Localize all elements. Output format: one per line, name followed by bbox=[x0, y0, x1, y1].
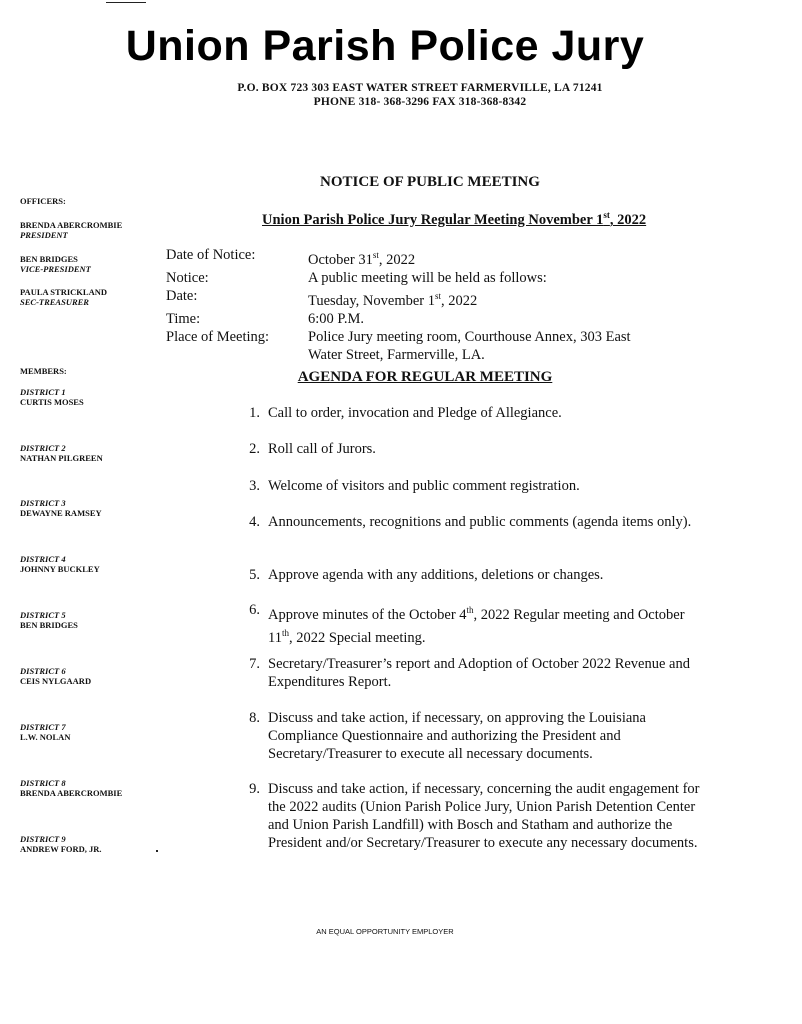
member-name: JOHNNY BUCKLEY bbox=[20, 564, 100, 574]
footer-eoe: AN EQUAL OPPORTUNITY EMPLOYER bbox=[316, 927, 454, 936]
detail-label: Place of Meeting: bbox=[166, 328, 270, 345]
agenda-item bbox=[230, 780, 700, 852]
letterhead-title: Union Parish Police Jury bbox=[125, 22, 645, 70]
agenda-item-text: Discuss and take action, if necessary, on approving the Louisiana Compliance Questionnaire and authorizing the President and Secretary/Treasurer to execute all necessary documents. bbox=[268, 710, 646, 762]
detail-value-year: , 2022 bbox=[378, 251, 416, 268]
agenda-text-part: , 2022 Regular meeting and October 11 bbox=[268, 606, 685, 646]
member-entry bbox=[20, 387, 84, 407]
agenda-item-text: Approve agenda with any additions, deletions or changes. bbox=[268, 567, 604, 583]
agenda-item-number: 5. bbox=[249, 567, 260, 583]
member-district: DISTRICT 6 bbox=[20, 666, 66, 676]
detail-label: Notice: bbox=[166, 269, 209, 286]
agenda-item-number: 3. bbox=[249, 478, 260, 494]
officer-entry bbox=[20, 254, 91, 274]
member-entry bbox=[20, 498, 102, 518]
detail-row-date-of-notice bbox=[166, 246, 688, 269]
agenda-text-part: Approve minutes of the October 4 bbox=[268, 606, 467, 623]
agenda-item-text: Discuss and take action, if necessary, concerning the audit engagement for the 2022 audits (Union Parish Police Jury, Union Parish Detention Center and Union Parish Landfill) with Bosch and Statham and authorize the President and/or Secretary/Treasurer to execute any necessary documents. bbox=[268, 781, 700, 851]
agenda-item-number: 6. bbox=[249, 602, 260, 618]
officer-role: PRESIDENT bbox=[20, 230, 68, 240]
meeting-details bbox=[166, 246, 688, 364]
agenda-item-number: 9. bbox=[249, 781, 260, 797]
meeting-title-text: Union Parish Police Jury Regular Meeting November 1 bbox=[262, 211, 604, 228]
agenda-item bbox=[230, 404, 700, 422]
agenda-item bbox=[230, 655, 700, 691]
member-entry bbox=[20, 610, 78, 630]
agenda-text-part: , 2022 Special meeting. bbox=[288, 629, 426, 646]
officer-name: BRENDA ABERCROMBIE bbox=[20, 220, 123, 230]
meeting-title-year: , 2022 bbox=[609, 211, 647, 228]
agenda-text-sup: th bbox=[281, 627, 289, 638]
member-district: DISTRICT 5 bbox=[20, 610, 66, 620]
member-name: CEIS NYLGAARD bbox=[20, 676, 92, 686]
detail-value-sup: st bbox=[435, 290, 442, 301]
stray-dot bbox=[156, 850, 158, 852]
detail-value-sup: st bbox=[372, 250, 379, 260]
officer-entry bbox=[20, 220, 122, 240]
member-entry bbox=[20, 722, 70, 742]
detail-label: Date: bbox=[166, 287, 198, 304]
member-entry bbox=[20, 778, 122, 798]
member-district: DISTRICT 2 bbox=[20, 443, 66, 453]
agenda-item bbox=[230, 477, 700, 495]
detail-row-place bbox=[166, 328, 688, 364]
member-name: L.W. NOLAN bbox=[20, 732, 71, 742]
agenda-item-text: Secretary/Treasurer’s report and Adoption of October 2022 Revenue and Expenditures Report. bbox=[268, 656, 690, 690]
member-name: BRENDA ABERCROMBIE bbox=[20, 788, 123, 798]
agenda-text-sup: th bbox=[466, 605, 474, 615]
members-heading: MEMBERS: bbox=[20, 366, 67, 376]
officer-name: PAULA STRICKLAND bbox=[20, 287, 107, 297]
member-district: DISTRICT 4 bbox=[20, 554, 66, 564]
detail-value bbox=[308, 246, 688, 269]
detail-row-notice bbox=[166, 269, 688, 287]
top-rule bbox=[106, 2, 146, 3]
meeting-title bbox=[262, 210, 692, 229]
detail-value: 6:00 P.M. bbox=[308, 310, 365, 327]
member-district: DISTRICT 9 bbox=[20, 834, 66, 844]
agenda-item-number: 8. bbox=[249, 710, 260, 726]
detail-label: Time: bbox=[166, 310, 201, 327]
agenda-item-text: Announcements, recognitions and public comments (agenda items only). bbox=[268, 514, 692, 530]
officer-role: SEC-TREASURER bbox=[20, 297, 89, 307]
agenda-heading: AGENDA FOR REGULAR MEETING bbox=[297, 369, 553, 385]
detail-row-date bbox=[166, 287, 688, 310]
agenda-item-number: 1. bbox=[249, 405, 260, 421]
detail-value-text: October 31 bbox=[308, 251, 373, 268]
member-entry bbox=[20, 834, 102, 854]
member-name: ANDREW FORD, JR. bbox=[20, 844, 102, 854]
officer-entry bbox=[20, 287, 107, 307]
agenda-item bbox=[230, 601, 700, 647]
member-entry bbox=[20, 443, 103, 463]
detail-value-text: Tuesday, November 1 bbox=[308, 292, 435, 309]
meeting-title-sup: st bbox=[603, 210, 610, 220]
member-name: BEN BRIDGES bbox=[20, 620, 78, 630]
agenda-item bbox=[230, 566, 700, 584]
place-line-2: Water Street, Farmerville, LA. bbox=[308, 346, 485, 363]
phone-fax-line: PHONE 318- 368-3296 FAX 318-368-8342 bbox=[313, 96, 527, 108]
address-line: P.O. BOX 723 303 EAST WATER STREET FARMERVILLE, LA 71241 bbox=[237, 82, 603, 94]
member-district: DISTRICT 3 bbox=[20, 498, 66, 508]
detail-label: Date of Notice: bbox=[166, 247, 256, 263]
agenda-item-text: Welcome of visitors and public comment registration. bbox=[268, 478, 580, 494]
agenda-item-text bbox=[268, 601, 700, 647]
detail-value bbox=[308, 328, 688, 364]
notice-heading: NOTICE OF PUBLIC MEETING bbox=[320, 174, 540, 190]
detail-value-year: , 2022 bbox=[441, 292, 478, 309]
agenda-item bbox=[230, 513, 700, 531]
agenda-item-text: Roll call of Jurors. bbox=[268, 441, 376, 457]
agenda-item bbox=[230, 440, 700, 458]
member-name: NATHAN PILGREEN bbox=[20, 453, 103, 463]
member-district: DISTRICT 8 bbox=[20, 778, 66, 788]
member-entry bbox=[20, 554, 100, 574]
detail-value bbox=[308, 287, 688, 310]
agenda-item-number: 7. bbox=[249, 656, 260, 672]
officer-name: BEN BRIDGES bbox=[20, 254, 78, 264]
member-name: CURTIS MOSES bbox=[20, 397, 84, 407]
member-name: DEWAYNE RAMSEY bbox=[20, 508, 102, 518]
agenda-item-number: 2. bbox=[249, 441, 260, 457]
member-district: DISTRICT 1 bbox=[20, 387, 66, 397]
officer-role: VICE-PRESIDENT bbox=[20, 264, 91, 274]
place-line-1: Police Jury meeting room, Courthouse Annex, 303 East bbox=[308, 328, 631, 345]
officers-heading: OFFICERS: bbox=[20, 196, 66, 206]
agenda-item-number: 4. bbox=[249, 514, 260, 530]
agenda-item bbox=[230, 709, 700, 763]
detail-row-time bbox=[166, 310, 688, 328]
member-district: DISTRICT 7 bbox=[20, 722, 66, 732]
detail-value: A public meeting will be held as follows: bbox=[308, 269, 547, 286]
member-entry bbox=[20, 666, 91, 686]
agenda-item-text: Call to order, invocation and Pledge of Allegiance. bbox=[268, 405, 562, 421]
